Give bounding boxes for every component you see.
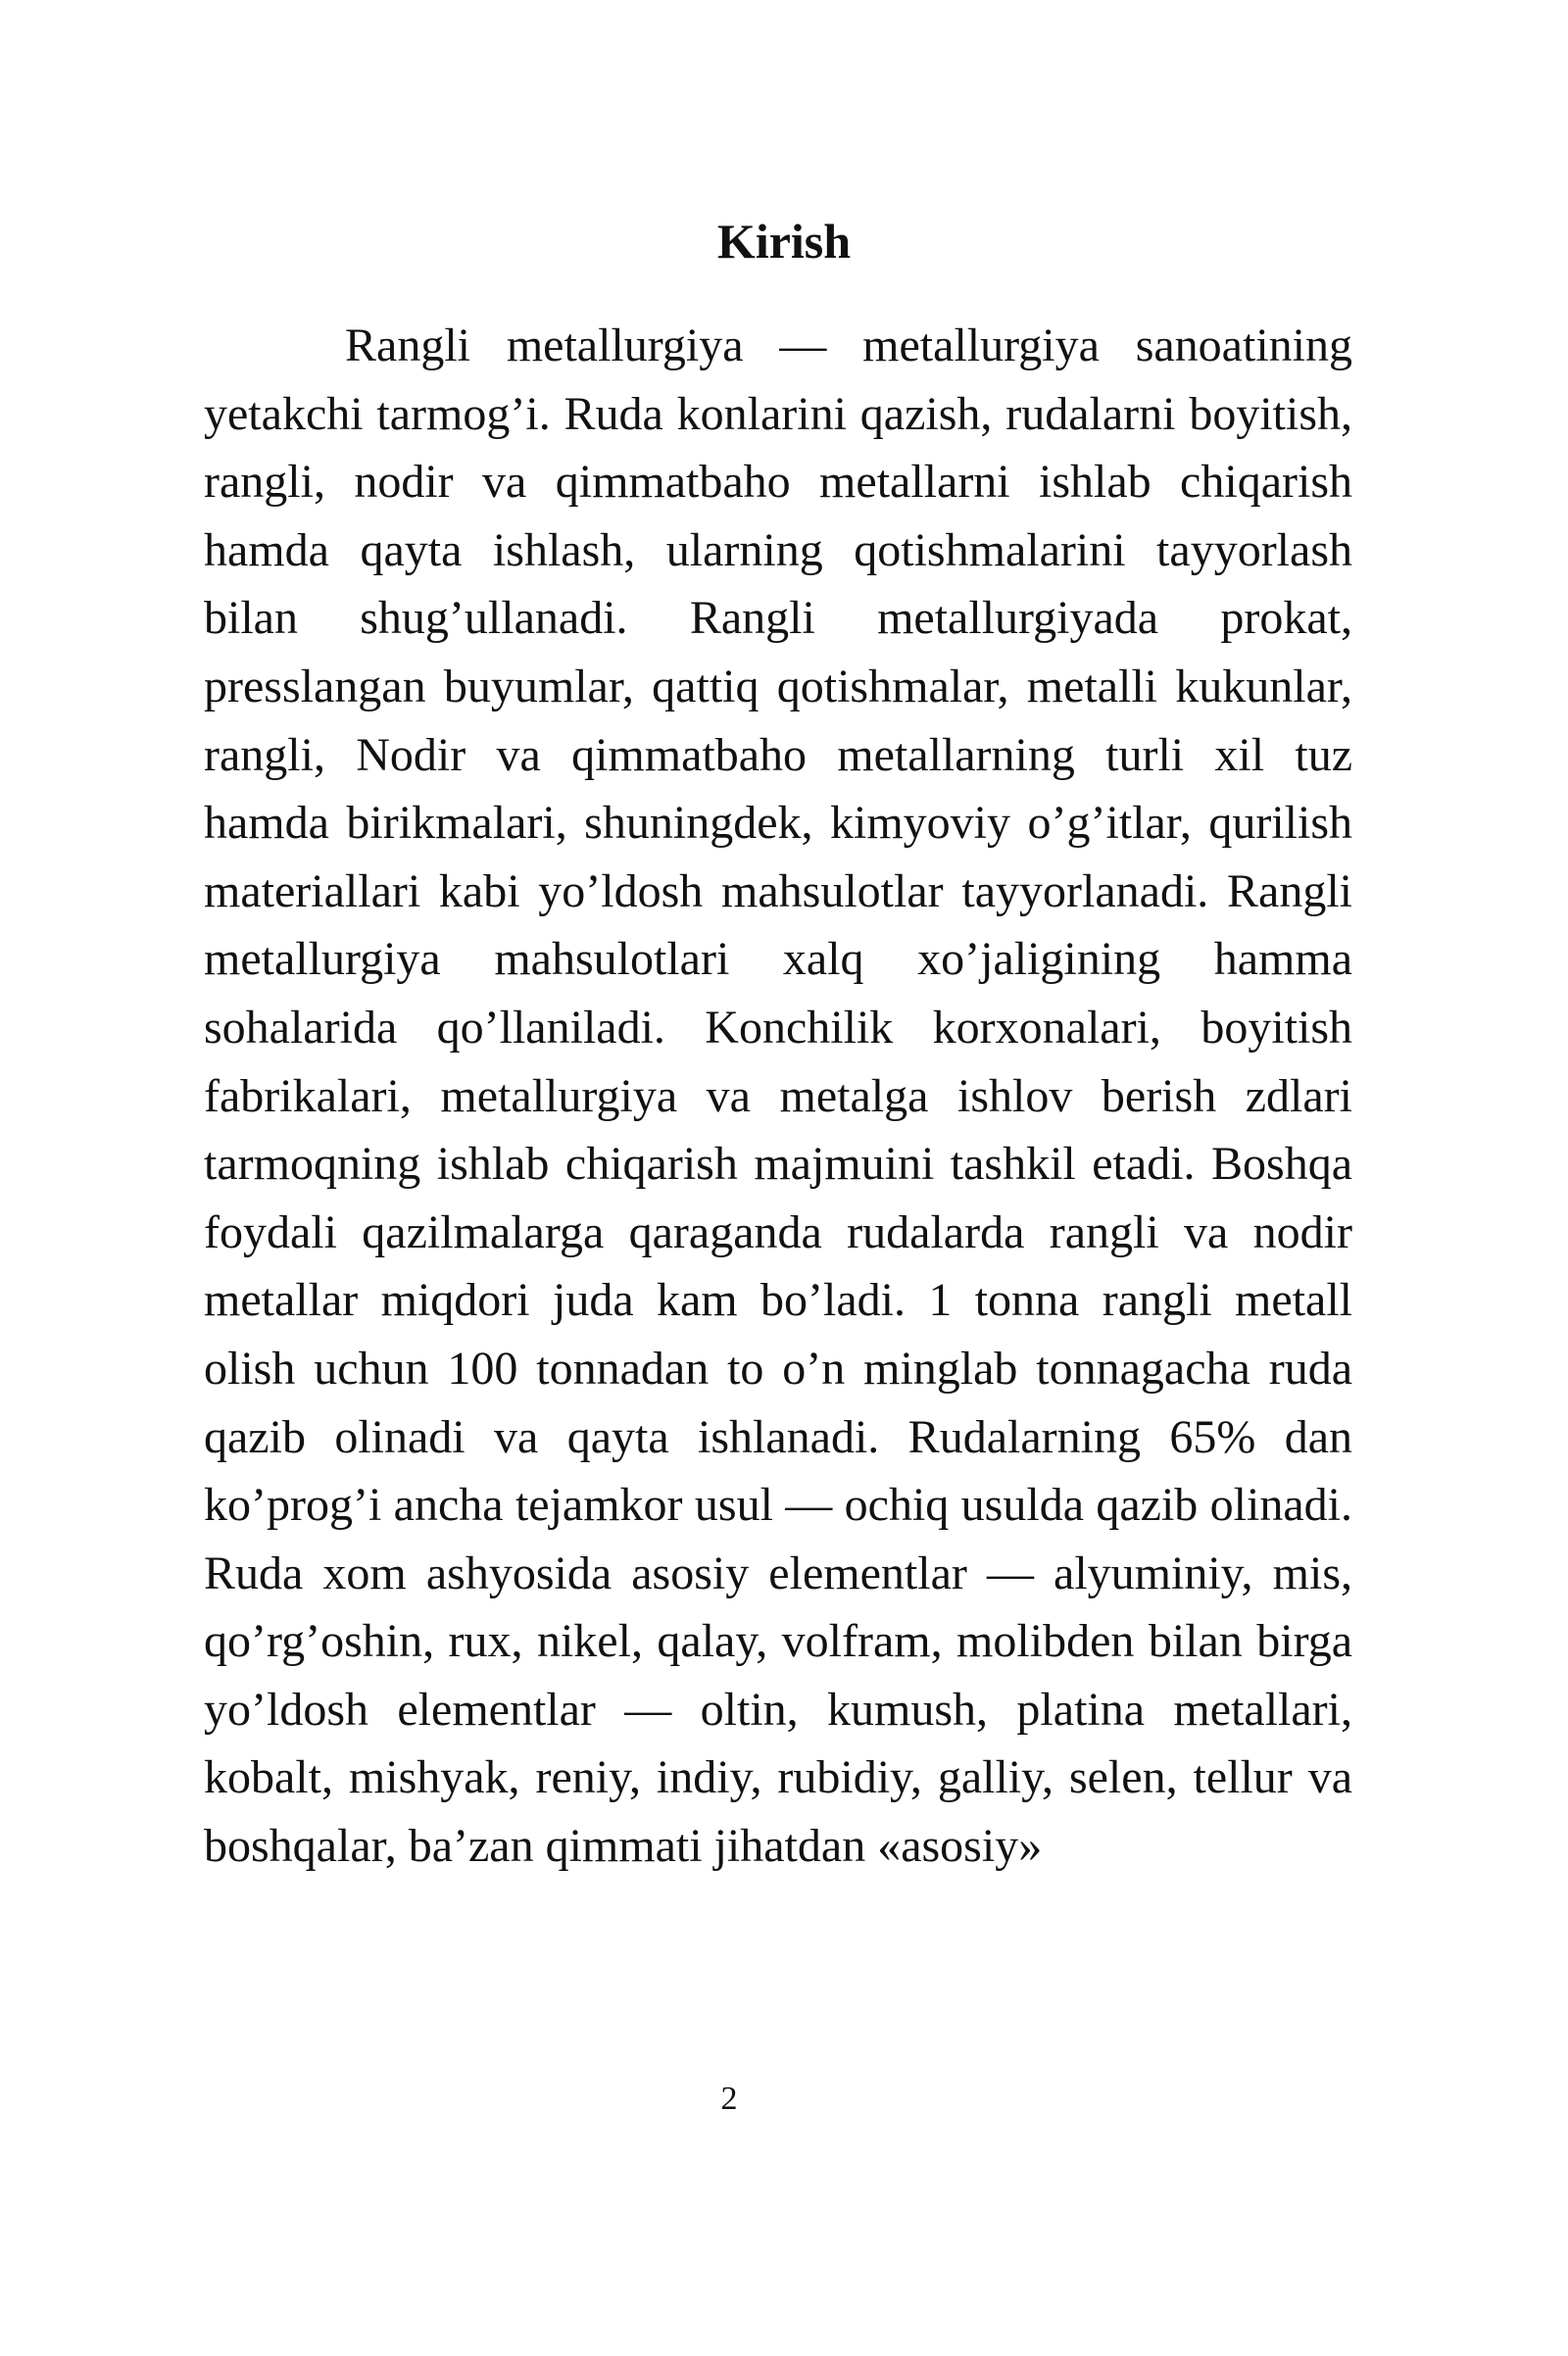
page-title: Kirish xyxy=(716,214,852,269)
body-paragraph: Rangli metallurgiya — metallurgiya sanoatining yetakchi tarmog’i. Ruda konlarini qazish, rudalarni boyitish, rangli, nodir va qimmatbaho metallarni ishlab chiqarish hamda qayta ishlash, ularning qotishmalarini tayyorlash bilan shug’ullanadi. Rangli metallurgiyada prokat, presslangan buyumlar, qattiq qotishmalar, metalli kukunlar, rangli, Nodir va qimmatbaho metallarning turli xil tuz hamda birikmalari, shuningdek, kimyoviy o’g’itlar, qurilish materiallari kabi yo’ldosh mahsulotlar tayyorlanadi. Rangli metallurgiya mahsulotlari xalq xo’jaligining hamma sohalarida qo’llaniladi. Konchilik korxonalari, boyitish fabrikalari, metallurgiya va metalga ishlov berish zdlari tarmoqning ishlab chiqarish majmuini tashkil etadi. Boshqa foydali qazilmalarga qaraganda rudalarda rangli va nodir metallar miqdori juda kam bo’ladi. 1 tonna rangli metall olish uchun 100 tonnadan to o’n minglab tonnagacha ruda qazib olinadi va qayta ishlanadi. Rudalarning 65% dan ko’prog’i ancha tejamkor usul — ochiq usulda qazib olinadi. Ruda xom ashyosida asosiy elementlar — alyuminiy, mis, qo’rg’oshin, rux, nikel, qalay, volfram, molibden bilan birga yo’ldosh elementlar — oltin, kumush, platina metallari, kobalt, mishyak, reniy, indiy, rubidiy, galliy, selen, tellur va boshqalar, ba’zan qimmati jihatdan «asosiy» xyxy=(204,319,1352,1873)
page-number: 2 xyxy=(720,2081,738,2117)
